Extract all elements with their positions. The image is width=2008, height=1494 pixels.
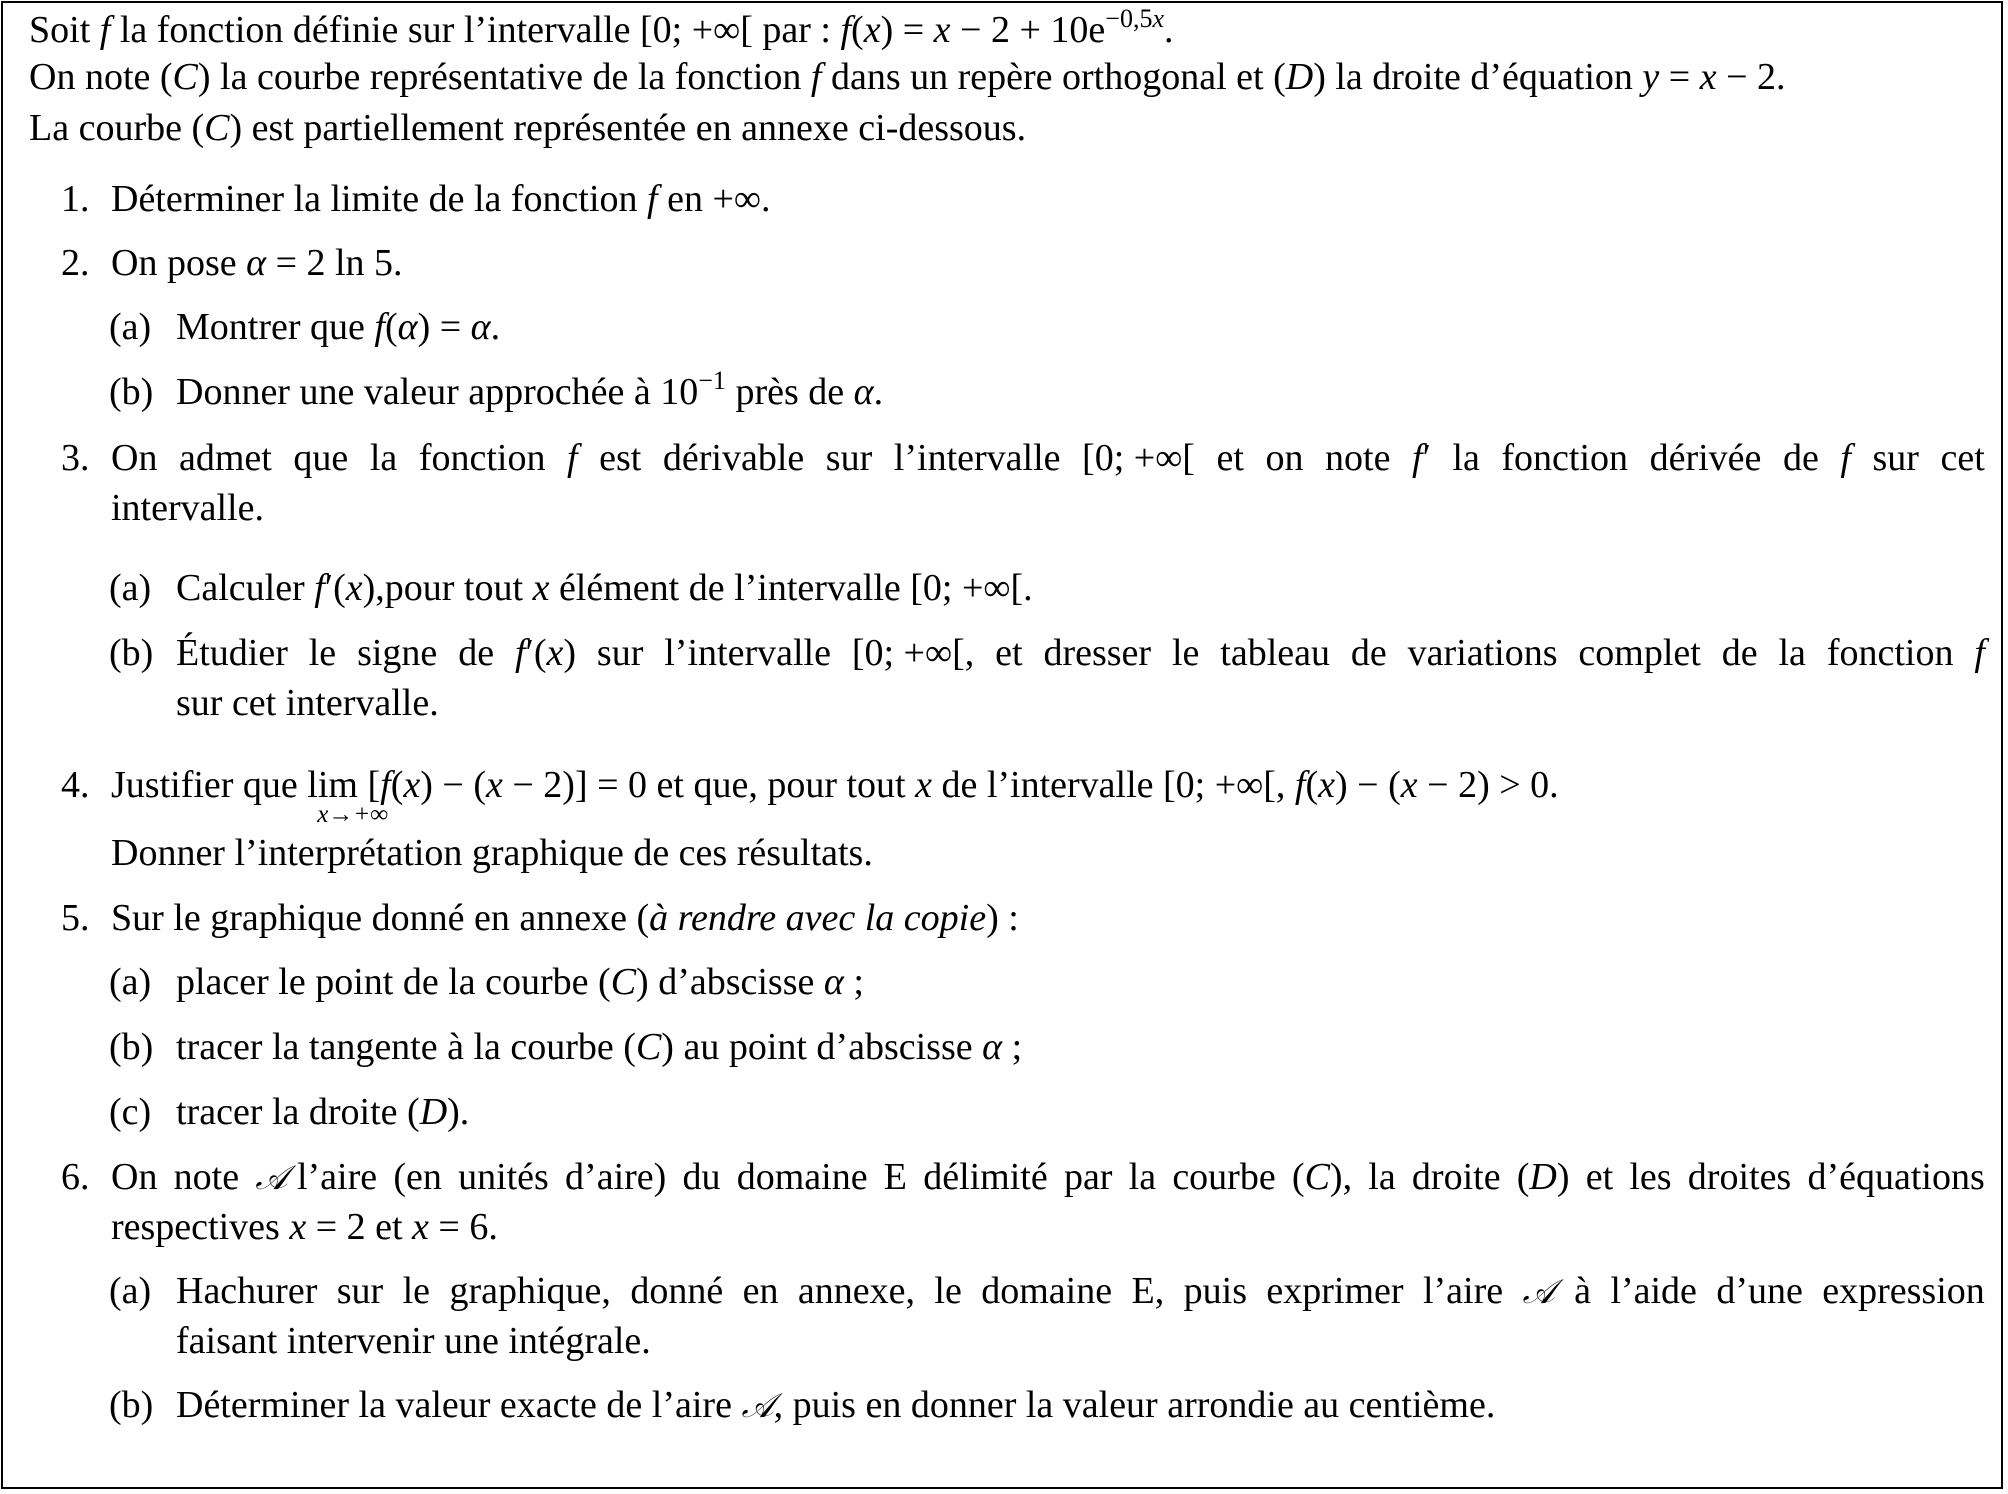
- question-3b-label: (b): [109, 632, 154, 674]
- question-2a-label: (a): [109, 306, 152, 348]
- question-5-text: Sur le graphique donné en annexe (à rendre avec la copie) :: [111, 897, 1019, 939]
- question-6b-label: (b): [109, 1384, 154, 1426]
- question-5c-label: (c): [109, 1091, 152, 1133]
- question-2b-text: Donner une valeur approchée à $10^{-1}$ près de α.: [176, 366, 884, 413]
- question-5b-text: tracer la tangente à la courbe (C) au point d’abscisse α ;: [176, 1026, 1023, 1068]
- question-3-number: 3.: [61, 437, 90, 479]
- question-1-number: 1.: [61, 178, 90, 220]
- question-5c-text: tracer la droite (D).: [176, 1091, 470, 1133]
- question-5a-text: placer le point de la courbe (C) d’abscisse α ;: [176, 961, 864, 1003]
- question-5-number: 5.: [61, 897, 90, 939]
- intro-line-2: On note (C) la courbe représentative de la fonction f dans un repère orthogonal et (D) la droite d’équation y = x − 2.: [29, 56, 1786, 98]
- question-6-text: On note 𝒜 l’aire (en unités d’aire) du domaine E délimité par la courbe (C), la droite (D) et les droites d’équations respectives x = 2 et x = 6.: [111, 1156, 1985, 1248]
- question-6a-label: (a): [109, 1270, 152, 1312]
- exercise-frame: [1, 1, 2003, 1489]
- question-6b-text: Déterminer la valeur exacte de l’aire 𝒜, puis en donner la valeur arrondie au centième.: [176, 1384, 1496, 1426]
- question-3a-label: (a): [109, 567, 152, 609]
- intro-line-1: Soit f la fonction définie sur l’intervalle [0; +∞[ par : $f(x) = x - 2 + 10e^{-0,5x}$.: [29, 4, 1174, 51]
- question-5b-label: (b): [109, 1026, 154, 1068]
- question-3b-text: Étudier le signe de f′(x) sur l’intervalle [0; +∞[, et dresser le tableau de variations complet de la fonction f sur cet intervalle.: [176, 632, 1985, 724]
- question-2a-text: Montrer que f(α) = α.: [176, 306, 501, 348]
- question-2-number: 2.: [61, 242, 90, 284]
- question-6a-text: Hachurer sur le graphique, donné en annexe, le domaine E, puis exprimer l’aire 𝒜 à l’aide d’une expression faisant intervenir une intégrale.: [176, 1270, 1985, 1362]
- question-5a-label: (a): [109, 961, 152, 1003]
- question-4-number: 4.: [61, 764, 90, 806]
- question-3a-text: Calculer f′(x),pour tout x élément de l’intervalle [0; +∞[.: [176, 567, 1033, 609]
- question-6-number: 6.: [61, 1156, 90, 1198]
- question-4-text: Justifier que lim x→+∞ [f(x) − (x − 2)] = 0 et que, pour tout x de l’intervalle [0; +∞[, f(x) − (x − 2) > 0.: [111, 764, 1559, 828]
- question-2-text: On pose α = 2 ln 5.: [111, 242, 403, 284]
- question-4-text-2: Donner l’interprétation graphique de ces résultats.: [111, 832, 873, 874]
- question-1-text: Déterminer la limite de la fonction f en +∞.: [111, 178, 771, 220]
- question-3-text: On admet que la fonction f est dérivable sur l’intervalle [0; +∞[ et on note f′ la fonction dérivée de f sur cet intervalle.: [111, 437, 1985, 529]
- question-2b-label: (b): [109, 371, 154, 413]
- intro-line-3: La courbe (C) est partiellement représentée en annexe ci-dessous.: [29, 107, 1027, 149]
